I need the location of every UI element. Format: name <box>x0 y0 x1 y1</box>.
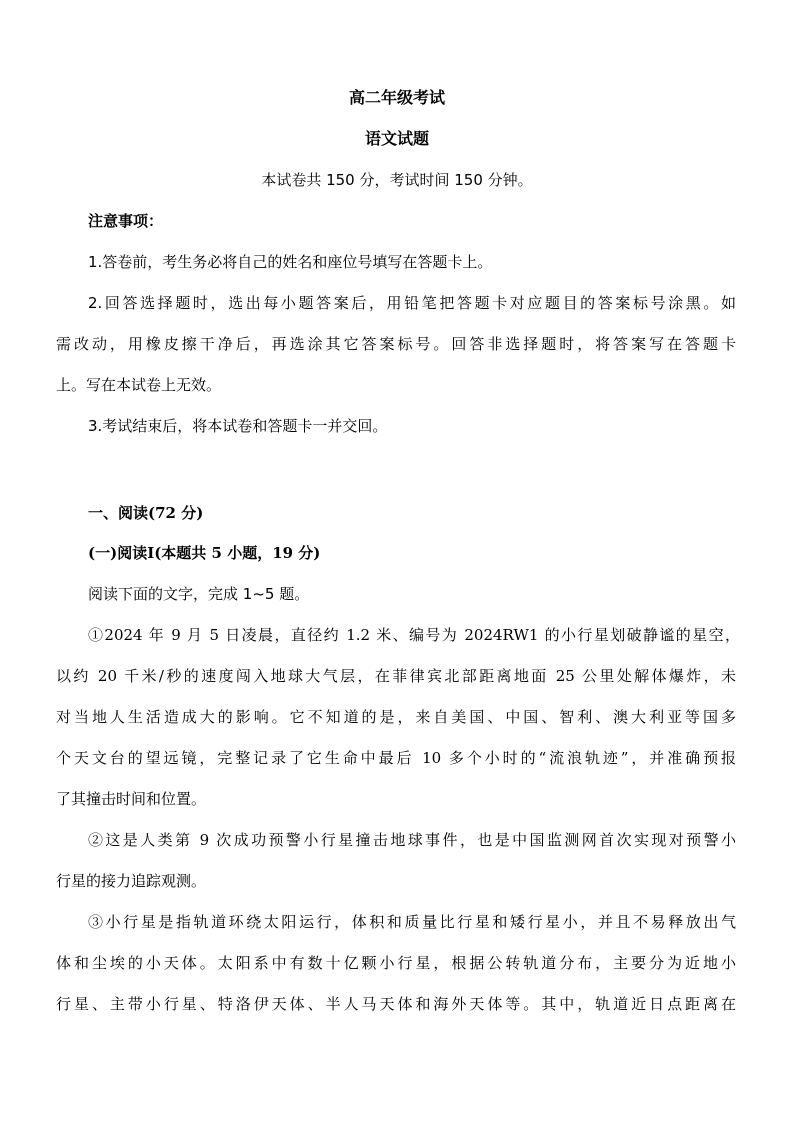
passage-p3-line-3: 行星、主带小行星、特洛伊天体、半人马天体和海外天体等。其中，轨道近日点距离在 <box>56 995 736 1013</box>
passage-p1-line-2: 以约 20 千米/秒的速度闯入地球大气层，在菲律宾北部距离地面 25 公里处解体爆炸，未 <box>56 667 736 685</box>
exam-subtitle: 语文试题 <box>364 129 429 148</box>
section-subheading: (一)阅读Ⅰ(本题共 5 小题，19 分) <box>88 544 321 562</box>
passage-p1-line-1: ①2024 年 9 月 5 日凌晨，直径约 1.2 米、编号为 2024RW1 的小行星划破静谧的星空， <box>88 626 740 644</box>
notice-item-3: 3.考试结束后，将本试卷和答题卡一并交回。 <box>88 417 388 435</box>
notice-heading: 注意事项： <box>88 212 164 230</box>
section-instruction: 阅读下面的文字，完成 1~5 题。 <box>88 585 310 603</box>
passage-p2-line-2: 行星的接力追踪观测。 <box>56 872 207 890</box>
passage-p3-line-2: 体和尘埃的小天体。太阳系中有数十亿颗小行星，根据公转轨道分布，主要分为近地小 <box>56 954 736 972</box>
notice-item-2-line-3: 上。写在本试卷上无效。 <box>56 376 222 394</box>
passage-p1-line-5: 了其撞击时间和位置。 <box>56 790 207 808</box>
notice-item-2-line-1: 2.回答选择题时，选出每小题答案后，用铅笔把答题卡对应题目的答案标号涂黑。如 <box>88 294 736 312</box>
passage-p1-line-3: 对当地人生活造成大的影响。它不知道的是，来自美国、中国、智利、澳大利亚等国多 <box>56 708 736 726</box>
passage-p3-line-1: ③小行星是指轨道环绕太阳运行，体积和质量比行星和矮行星小，并且不易释放出气 <box>88 913 736 931</box>
passage-p2-line-1: ②这是人类第 9 次成功预警小行星撞击地球事件，也是中国监测网首次实现对预警小 <box>88 831 736 849</box>
exam-info: 本试卷共 150 分，考试时间 150 分钟。 <box>261 171 533 189</box>
section-heading: 一、阅读(72 分) <box>88 504 204 522</box>
passage-p1-line-4: 个天文台的望远镜，完整记录了它生命中最后 10 多个小时的“流浪轨迹”，并准确预报 <box>56 749 736 767</box>
exam-title: 高二年级考试 <box>348 88 445 107</box>
notice-item-2-line-2: 需改动，用橡皮擦干净后，再选涂其它答案标号。回答非选择题时，将答案写在答题卡 <box>56 335 736 353</box>
notice-item-1: 1.答卷前，考生务必将自己的姓名和座位号填写在答题卡上。 <box>88 253 493 271</box>
